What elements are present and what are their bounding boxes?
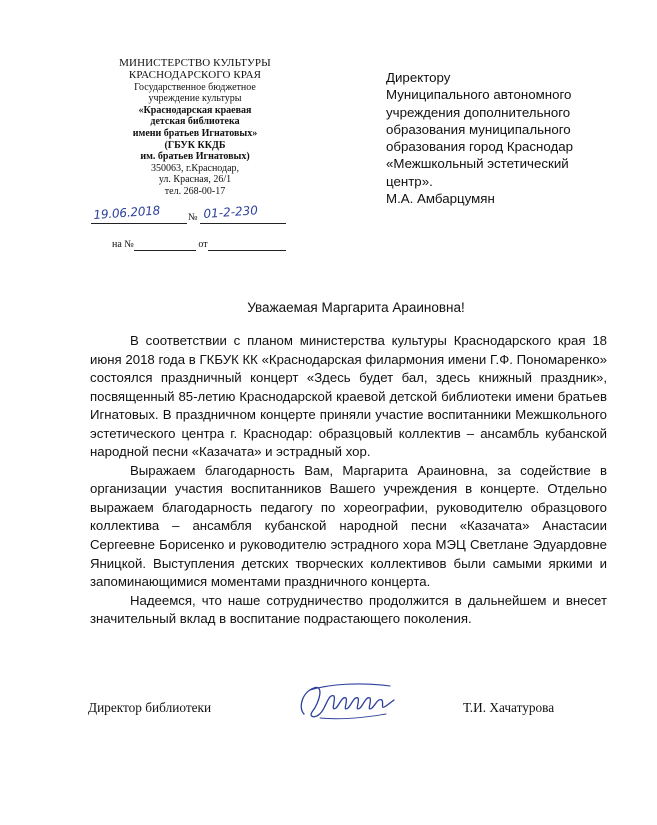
addressee-name: М.А. Амбарцумян <box>386 191 495 207</box>
reply-reference-line <box>112 239 286 251</box>
address-line-1: 350063, г.Краснодар, <box>150 162 240 174</box>
letterhead <box>100 57 290 198</box>
ministry-line-2: КРАСНОДАРСКОГО КРАЯ <box>128 69 262 82</box>
addressee-line-7: центр». <box>386 173 433 189</box>
reply-from-label: от <box>198 239 208 250</box>
number-label: № <box>188 212 198 223</box>
addressee-line-6: «Межшкольный эстетический <box>386 156 569 172</box>
handwritten-signature <box>290 678 400 726</box>
signatory-title: Директор библиотеки <box>88 700 212 715</box>
org-name-line-1: «Краснодарская краевая <box>138 104 252 116</box>
org-name-line-3: имени братьев Игнатовых» <box>132 127 258 139</box>
addressee-block <box>386 69 636 207</box>
salutation: Уважаемая Маргарита Араиновна! <box>247 300 465 315</box>
number-underline <box>200 223 286 224</box>
reply-date-blank <box>208 239 286 251</box>
phone-line: тел. 268-00-17 <box>164 185 226 197</box>
addressee-line-3: учреждения дополнительного <box>386 104 571 120</box>
body-paragraph-3: Надеемся, что наше сотрудничество продолжится в дальнейшем и внесет значительный вклад в воспитание подрастающего поколения. <box>90 592 607 627</box>
addressee-line-4: образования муниципального <box>386 121 571 137</box>
ministry-line-1: МИНИСТЕРСТВО КУЛЬТУРЫ <box>119 57 271 69</box>
short-name-line-1: (ГБУК ККДБ <box>164 139 226 151</box>
handwritten-date: 19.06.2018 <box>93 203 161 222</box>
org-line-1: Государственное бюджетное <box>134 81 256 93</box>
reply-number-label: на № <box>112 239 134 250</box>
date-underline <box>91 223 187 224</box>
letter-body <box>90 332 607 629</box>
org-name-line-2: детская библиотека <box>150 116 240 128</box>
reply-number-blank <box>134 239 196 251</box>
addressee-line-2: Муниципального автономного <box>386 87 572 103</box>
org-line-2: учреждение культуры <box>148 93 242 105</box>
addressee-line-1: Директору <box>386 70 451 85</box>
body-paragraph-2: Выражаем благодарность Вам, Маргарита Араиновна, за содействие в организации участия воспитанников Вашего учреждения в концерте. Отдельно выражаем благодарность педагогу по хореографии, руководителю образцового коллектива – ансамбля кубанской народной песни «Казачата» Анастасии Сергеевне Борисенко и руководителю эстрадного хора МЭЦ Светлане Эдуардовне Яницкой. Выступления детских творческих коллективов были самыми яркими и запоминающимися моментами праздничного концерта. <box>90 462 607 590</box>
address-line-2: ул. Красная, 26/1 <box>158 174 232 186</box>
body-paragraph-1: В соответствии с планом министерства культуры Краснодарского края 18 июня 2018 года в ГКБУК КК «Краснодарская филармония имени Г.Ф. Пономаренко» состоялся праздничный концерт «Здесь будет бал, здесь книжный праздник», посвященный 85-летию Краснодарской краевой детской библиотеки имени братьев Игнатовых. В праздничном концерте приняли участие воспитанники Межшкольного эстетического центра г. Краснодар: образцовый коллектив – ансамбль кубанской народной песни «Казачата» и эстрадный хор. <box>90 333 607 460</box>
handwritten-number: 01-2-230 <box>203 203 259 221</box>
short-name-line-2: им. братьев Игнатовых) <box>140 151 250 163</box>
signatory-name: Т.И. Хачатурова <box>463 700 555 715</box>
addressee-line-5: образования город Краснодар <box>386 139 574 155</box>
registration-line <box>84 203 294 226</box>
